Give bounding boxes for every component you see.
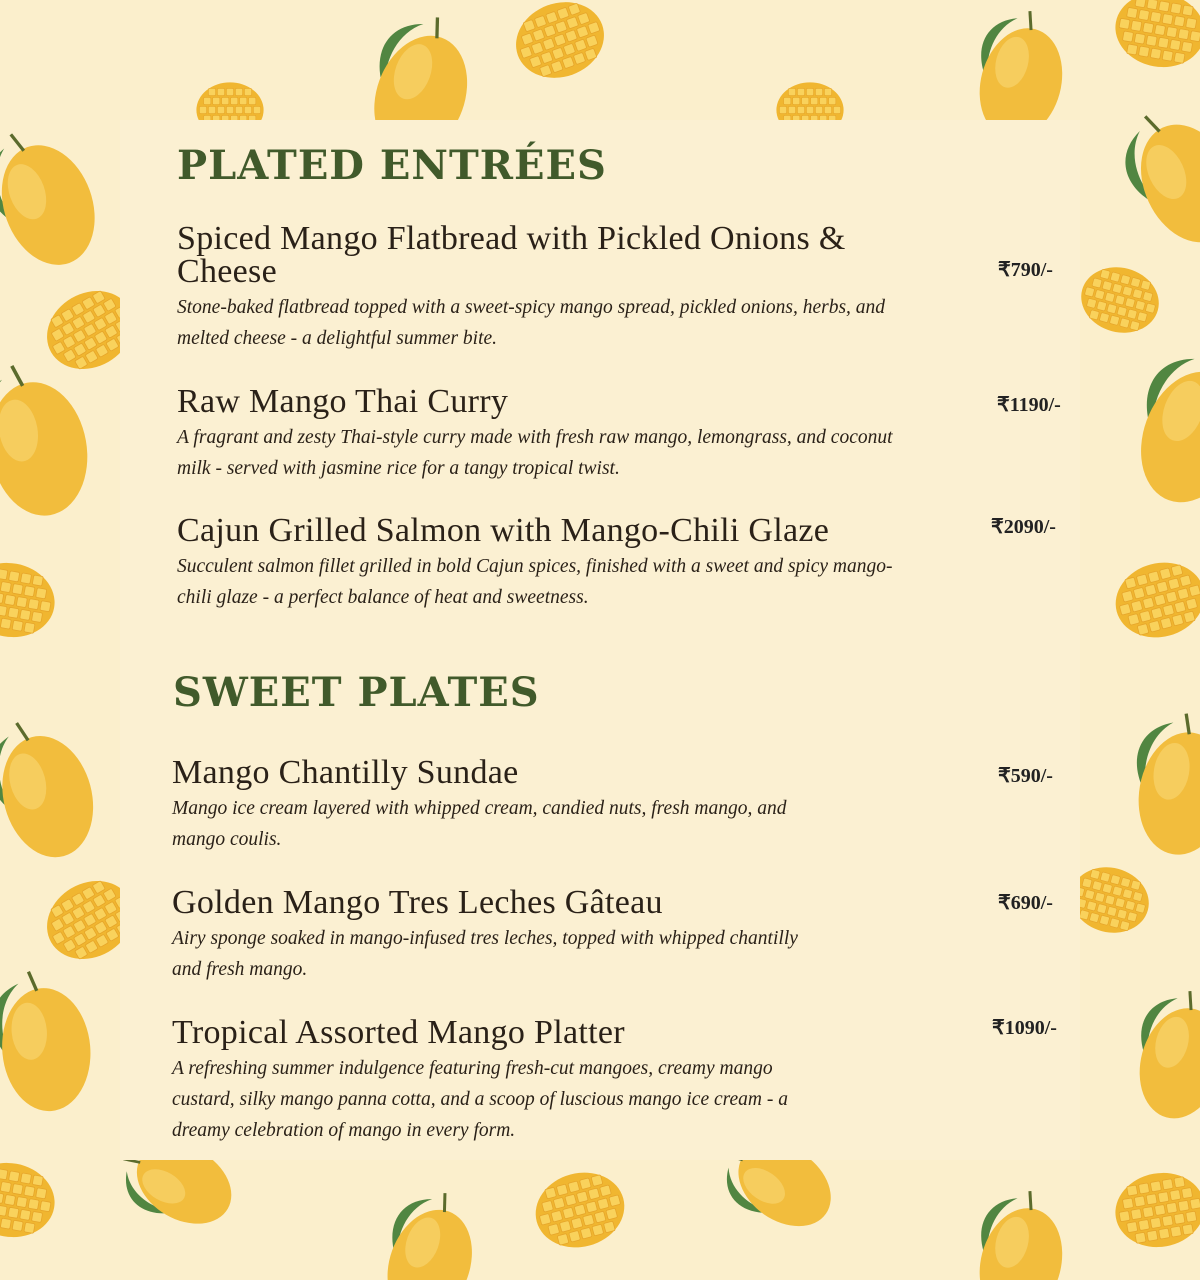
item-description: Stone-baked flatbread topped with a sweet-spicy mango spread, pickled onions, herbs, and melted cheese - a delightful summer bite. xyxy=(177,297,886,349)
mango-hedgehog-illustration xyxy=(0,1156,61,1244)
mango-illustration xyxy=(0,709,106,870)
item-description: Airy sponge soaked in mango-infused tres leches, topped with whipped chantilly and fresh mango. xyxy=(172,928,798,980)
menu-item xyxy=(172,756,812,855)
mango-illustration xyxy=(1121,982,1200,1128)
item-price: ₹1090/- xyxy=(992,1017,1057,1039)
item-name: Mango Chantilly Sundae xyxy=(172,754,519,791)
mango-hedgehog-illustration xyxy=(0,556,61,644)
menu-item xyxy=(172,1016,832,1146)
mango-hedgehog-illustration xyxy=(505,0,614,90)
item-name: Cajun Grilled Salmon with Mango-Chili Glaze xyxy=(177,512,830,549)
item-description: Succulent salmon fillet grilled in bold Cajun spices, finished with a sweet and spicy mango-chili glaze - a perfect balance of heat and sweetness. xyxy=(177,556,893,608)
mango-illustration xyxy=(961,1182,1078,1280)
item-price: ₹690/- xyxy=(998,892,1053,914)
mango-hedgehog-illustration xyxy=(1074,259,1166,341)
item-description: A refreshing summer indulgence featuring fresh-cut mangoes, creamy mango custard, silky mango panna cotta, and a scoop of luscious mango ice cream - a dreamy celebration of mango in every form. xyxy=(172,1058,788,1141)
item-name: Golden Mango Tres Leches Gâteau xyxy=(172,884,663,921)
item-name: Spiced Mango Flatbread with Pickled Onions & Cheese xyxy=(177,220,846,290)
mango-illustration xyxy=(1108,93,1200,261)
mango-hedgehog-illustration xyxy=(527,1163,633,1257)
item-price: ₹790/- xyxy=(998,259,1053,281)
menu-item xyxy=(177,514,897,613)
mango-illustration xyxy=(0,967,96,1116)
mango-illustration xyxy=(1116,337,1200,517)
mango-illustration xyxy=(0,116,111,281)
section-title-sweet-plates: SWEET PLATES xyxy=(173,669,540,716)
mango-hedgehog-illustration xyxy=(1107,553,1200,647)
mango-hedgehog-illustration xyxy=(1109,0,1200,74)
item-name: Raw Mango Thai Curry xyxy=(177,383,509,420)
menu-item xyxy=(177,222,897,354)
item-description: A fragrant and zesty Thai-style curry made with fresh raw mango, lemongrass, and coconut milk - served with jasmine rice for a tangy tropical twist. xyxy=(177,427,893,479)
mango-illustration xyxy=(1122,707,1200,862)
menu-item xyxy=(177,385,897,484)
item-name: Tropical Assorted Mango Platter xyxy=(172,1014,625,1051)
mango-illustration xyxy=(366,1180,492,1280)
mango-illustration xyxy=(0,355,98,524)
mango-hedgehog-illustration xyxy=(1109,1166,1200,1254)
item-price: ₹590/- xyxy=(998,765,1053,787)
item-price: ₹2090/- xyxy=(991,516,1056,538)
item-price: ₹1190/- xyxy=(997,394,1061,416)
menu-item xyxy=(172,886,812,985)
section-title-plated-entrees: PLATED ENTRÉES xyxy=(177,142,607,189)
item-description: Mango ice cream layered with whipped cream, candied nuts, fresh mango, and mango coulis. xyxy=(172,798,787,850)
